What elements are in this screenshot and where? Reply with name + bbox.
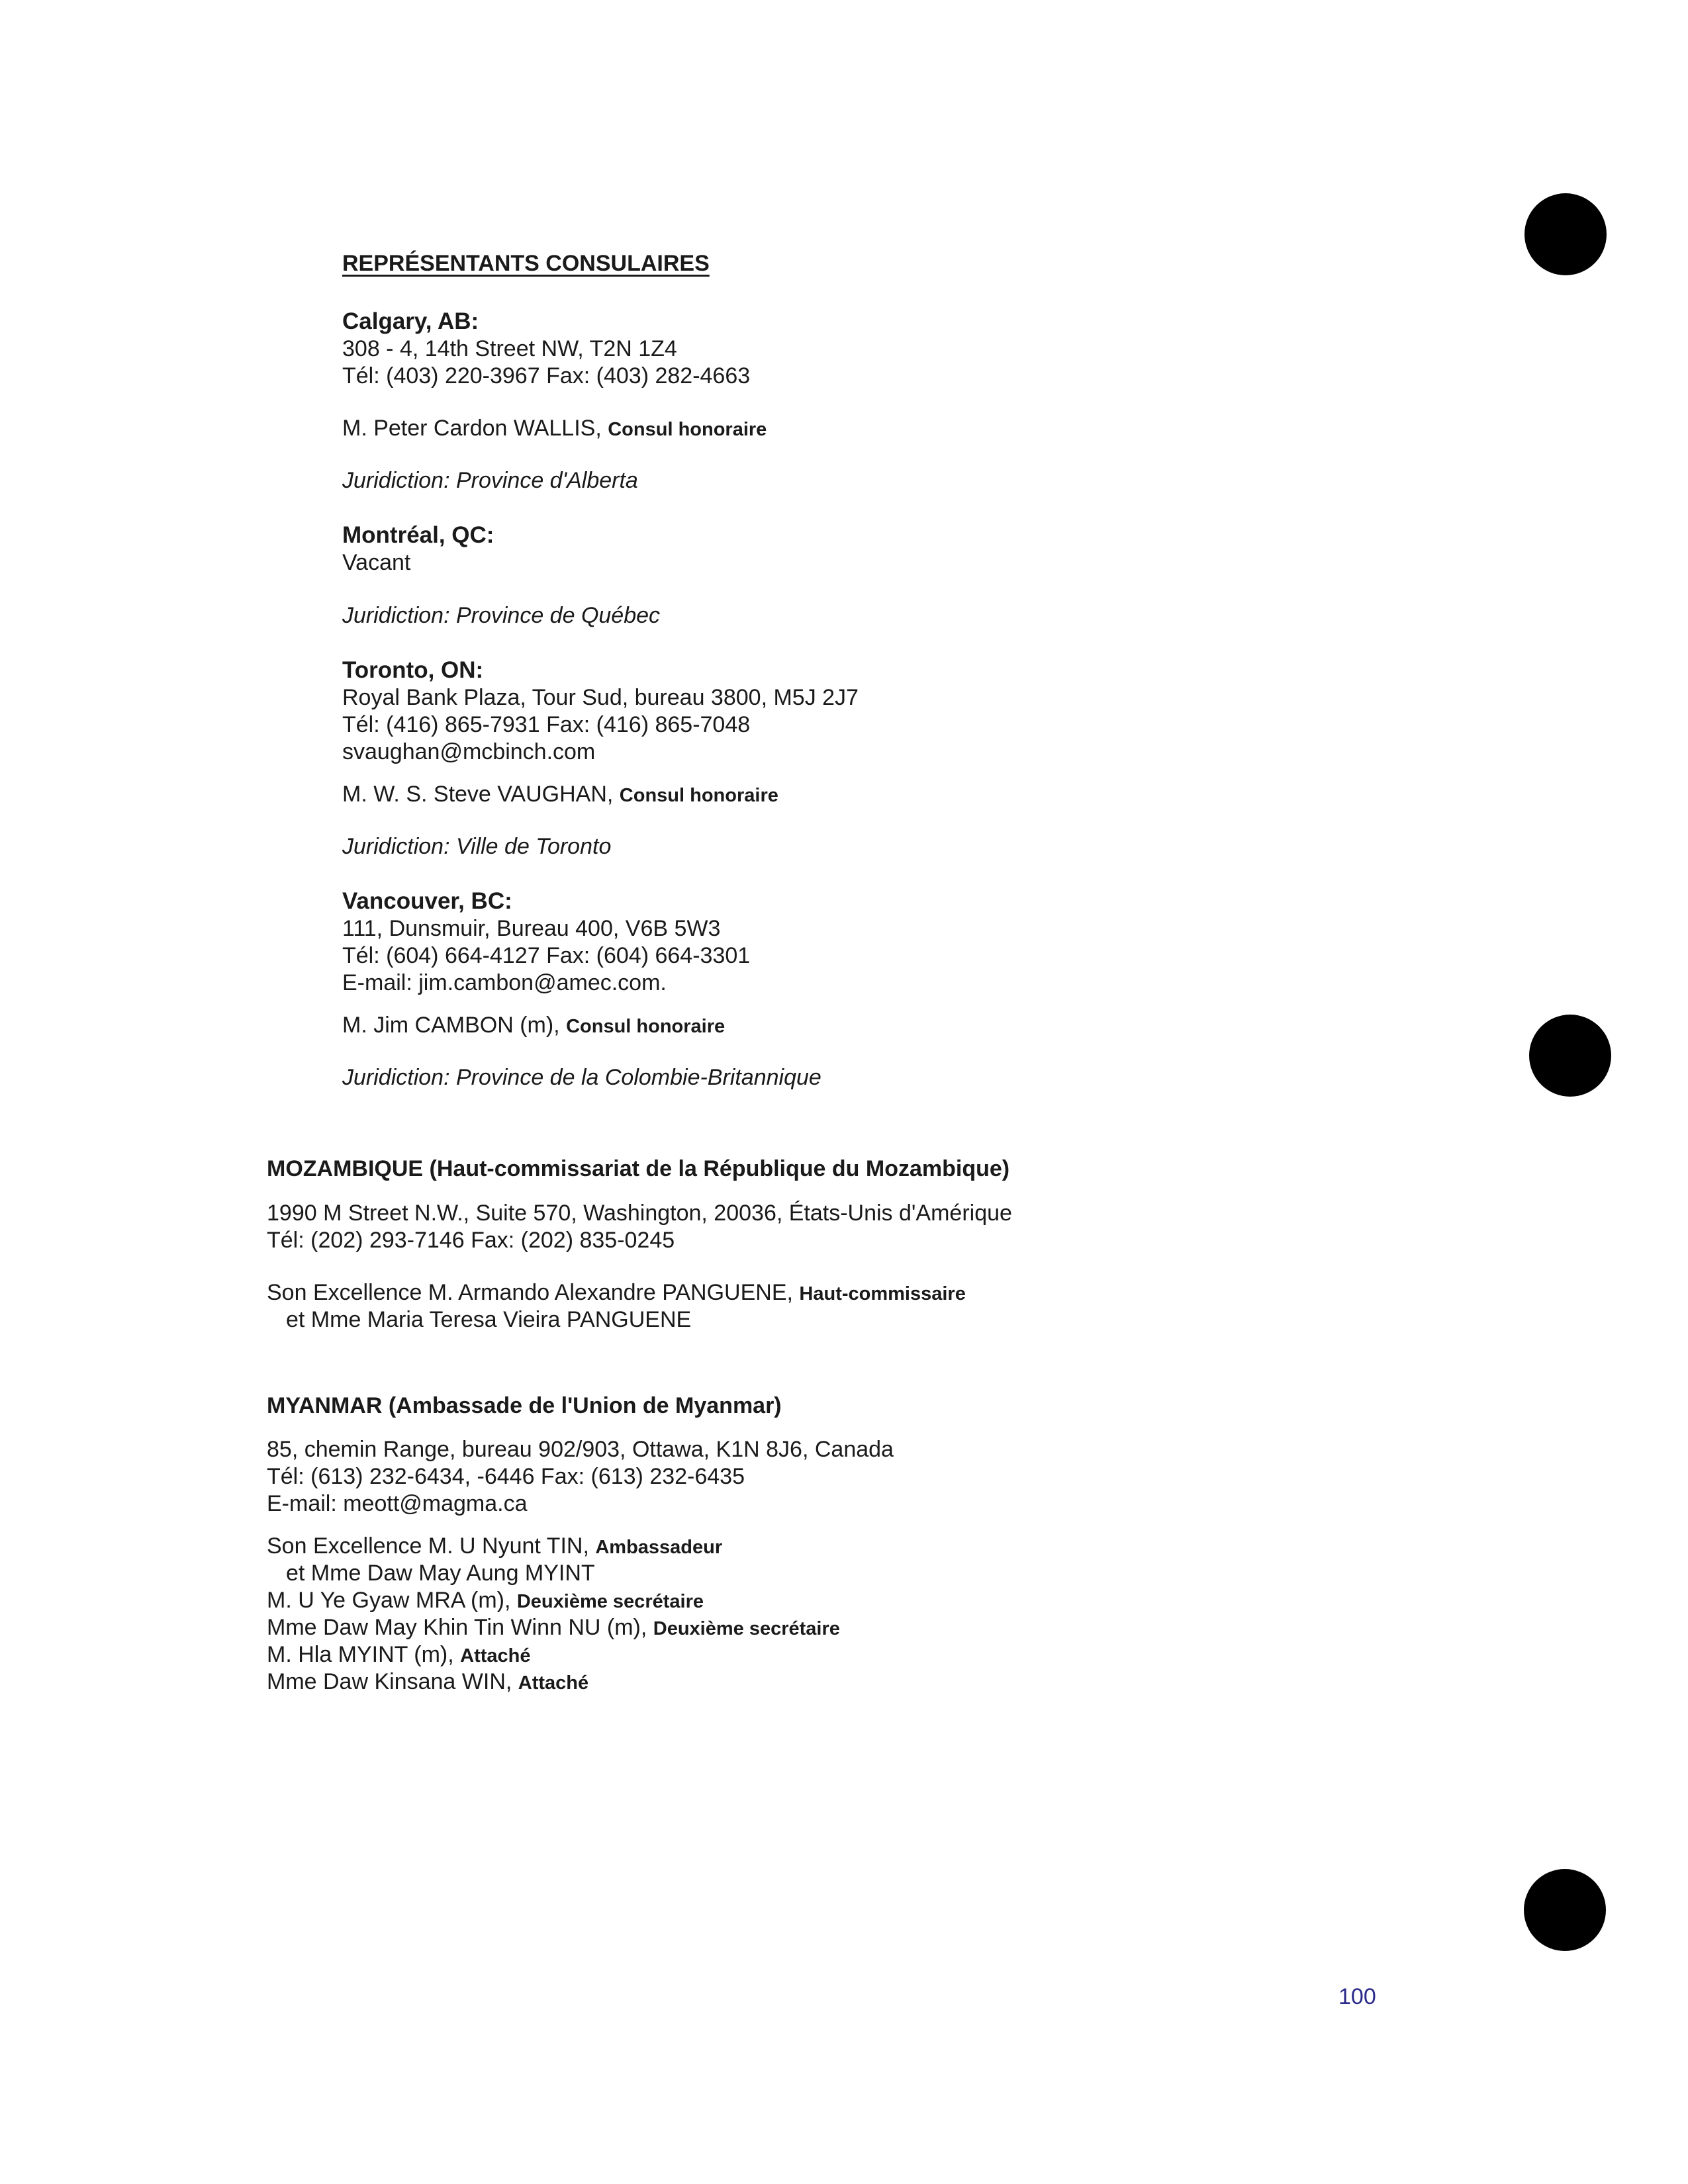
vancouver-consul-role: Consul honoraire <box>566 1016 726 1037</box>
myanmar-staff-row <box>267 1587 704 1615</box>
myanmar-phone: Tél: (613) 232-6434, -6446 Fax: (613) 232-6435 <box>267 1464 745 1489</box>
myanmar-staff-role: Attaché <box>518 1672 589 1694</box>
myanmar-address: 85, chemin Range, bureau 902/903, Ottawa, K1N 8J6, Canada <box>267 1437 894 1462</box>
mozambique-address: 1990 M Street N.W., Suite 570, Washington, 20036, États-Unis d'Amérique <box>267 1201 1012 1226</box>
toronto-heading: Toronto, ON: <box>342 657 484 683</box>
montreal-status: Vacant <box>342 550 411 575</box>
vancouver-phone: Tél: (604) 664-4127 Fax: (604) 664-3301 <box>342 943 751 968</box>
mozambique-spouse: et Mme Maria Teresa Vieira PANGUENE <box>286 1307 692 1332</box>
myanmar-heading: MYANMAR (Ambassade de l'Union de Myanmar) <box>267 1393 782 1418</box>
calgary-consul-name: M. Peter Cardon WALLIS, <box>342 416 608 441</box>
myanmar-staff-role: Deuxième secrétaire <box>653 1618 840 1639</box>
toronto-consul-name: M. W. S. Steve VAUGHAN, <box>342 782 620 807</box>
page-number: 100 <box>1338 1984 1376 2009</box>
toronto-consul <box>342 781 778 809</box>
myanmar-staff-row <box>286 1560 595 1588</box>
montreal-jurisdiction: Juridiction: Province de Québec <box>342 603 661 628</box>
calgary-consul <box>342 415 767 443</box>
calgary-consul-role: Consul honoraire <box>608 419 767 440</box>
myanmar-staff-name: M. Hla MYINT (m), <box>267 1642 461 1667</box>
mozambique-high-commissioner <box>267 1279 966 1307</box>
myanmar-staff-role: Deuxième secrétaire <box>516 1591 704 1612</box>
vancouver-consul <box>342 1012 725 1040</box>
toronto-address: Royal Bank Plaza, Tour Sud, bureau 3800, M5J 2J7 <box>342 685 859 710</box>
mozambique-person-role: Haut-commissaire <box>799 1283 966 1304</box>
vancouver-email: E-mail: jim.cambon@amec.com. <box>342 970 667 995</box>
myanmar-staff-name: Mme Daw May Khin Tin Winn NU (m), <box>267 1615 653 1640</box>
calgary-address: 308 - 4, 14th Street NW, T2N 1Z4 <box>342 336 677 361</box>
myanmar-staff-row <box>267 1614 840 1642</box>
calgary-jurisdiction: Juridiction: Province d'Alberta <box>342 468 638 493</box>
toronto-consul-role: Consul honoraire <box>619 785 778 806</box>
myanmar-staff-name: Mme Daw Kinsana WIN, <box>267 1669 518 1694</box>
myanmar-staff-row <box>267 1641 531 1669</box>
myanmar-staff-role: Ambassadeur <box>595 1537 723 1558</box>
toronto-email: svaughan@mcbinch.com <box>342 739 596 764</box>
montreal-heading: Montréal, QC: <box>342 522 494 548</box>
toronto-jurisdiction: Juridiction: Ville de Toronto <box>342 834 612 859</box>
myanmar-staff-role: Attaché <box>460 1645 531 1666</box>
myanmar-staff-name: et Mme Daw May Aung MYINT <box>286 1561 595 1586</box>
section-title: REPRÉSENTANTS CONSULAIRES <box>342 251 710 276</box>
vancouver-heading: Vancouver, BC: <box>342 888 512 914</box>
mozambique-person-name: Son Excellence M. Armando Alexandre PANGUENE, <box>267 1280 800 1305</box>
myanmar-staff-name: Son Excellence M. U Nyunt TIN, <box>267 1533 596 1559</box>
calgary-heading: Calgary, AB: <box>342 308 479 334</box>
binder-hole <box>1524 1869 1606 1951</box>
vancouver-consul-name: M. Jim CAMBON (m), <box>342 1013 567 1038</box>
binder-hole <box>1529 1015 1611 1097</box>
myanmar-staff-name: M. U Ye Gyaw MRA (m), <box>267 1588 517 1613</box>
mozambique-heading: MOZAMBIQUE (Haut-commissariat de la République du Mozambique) <box>267 1156 1010 1181</box>
mozambique-phone: Tél: (202) 293-7146 Fax: (202) 835-0245 <box>267 1228 675 1253</box>
binder-hole <box>1524 193 1607 275</box>
myanmar-email: E-mail: meott@magma.ca <box>267 1491 528 1516</box>
vancouver-address: 111, Dunsmuir, Bureau 400, V6B 5W3 <box>342 916 721 941</box>
calgary-phone: Tél: (403) 220-3967 Fax: (403) 282-4663 <box>342 363 751 388</box>
myanmar-staff-row <box>267 1668 588 1696</box>
vancouver-jurisdiction: Juridiction: Province de la Colombie-Britannique <box>342 1065 821 1090</box>
myanmar-staff-row <box>267 1533 722 1561</box>
toronto-phone: Tél: (416) 865-7931 Fax: (416) 865-7048 <box>342 712 751 737</box>
